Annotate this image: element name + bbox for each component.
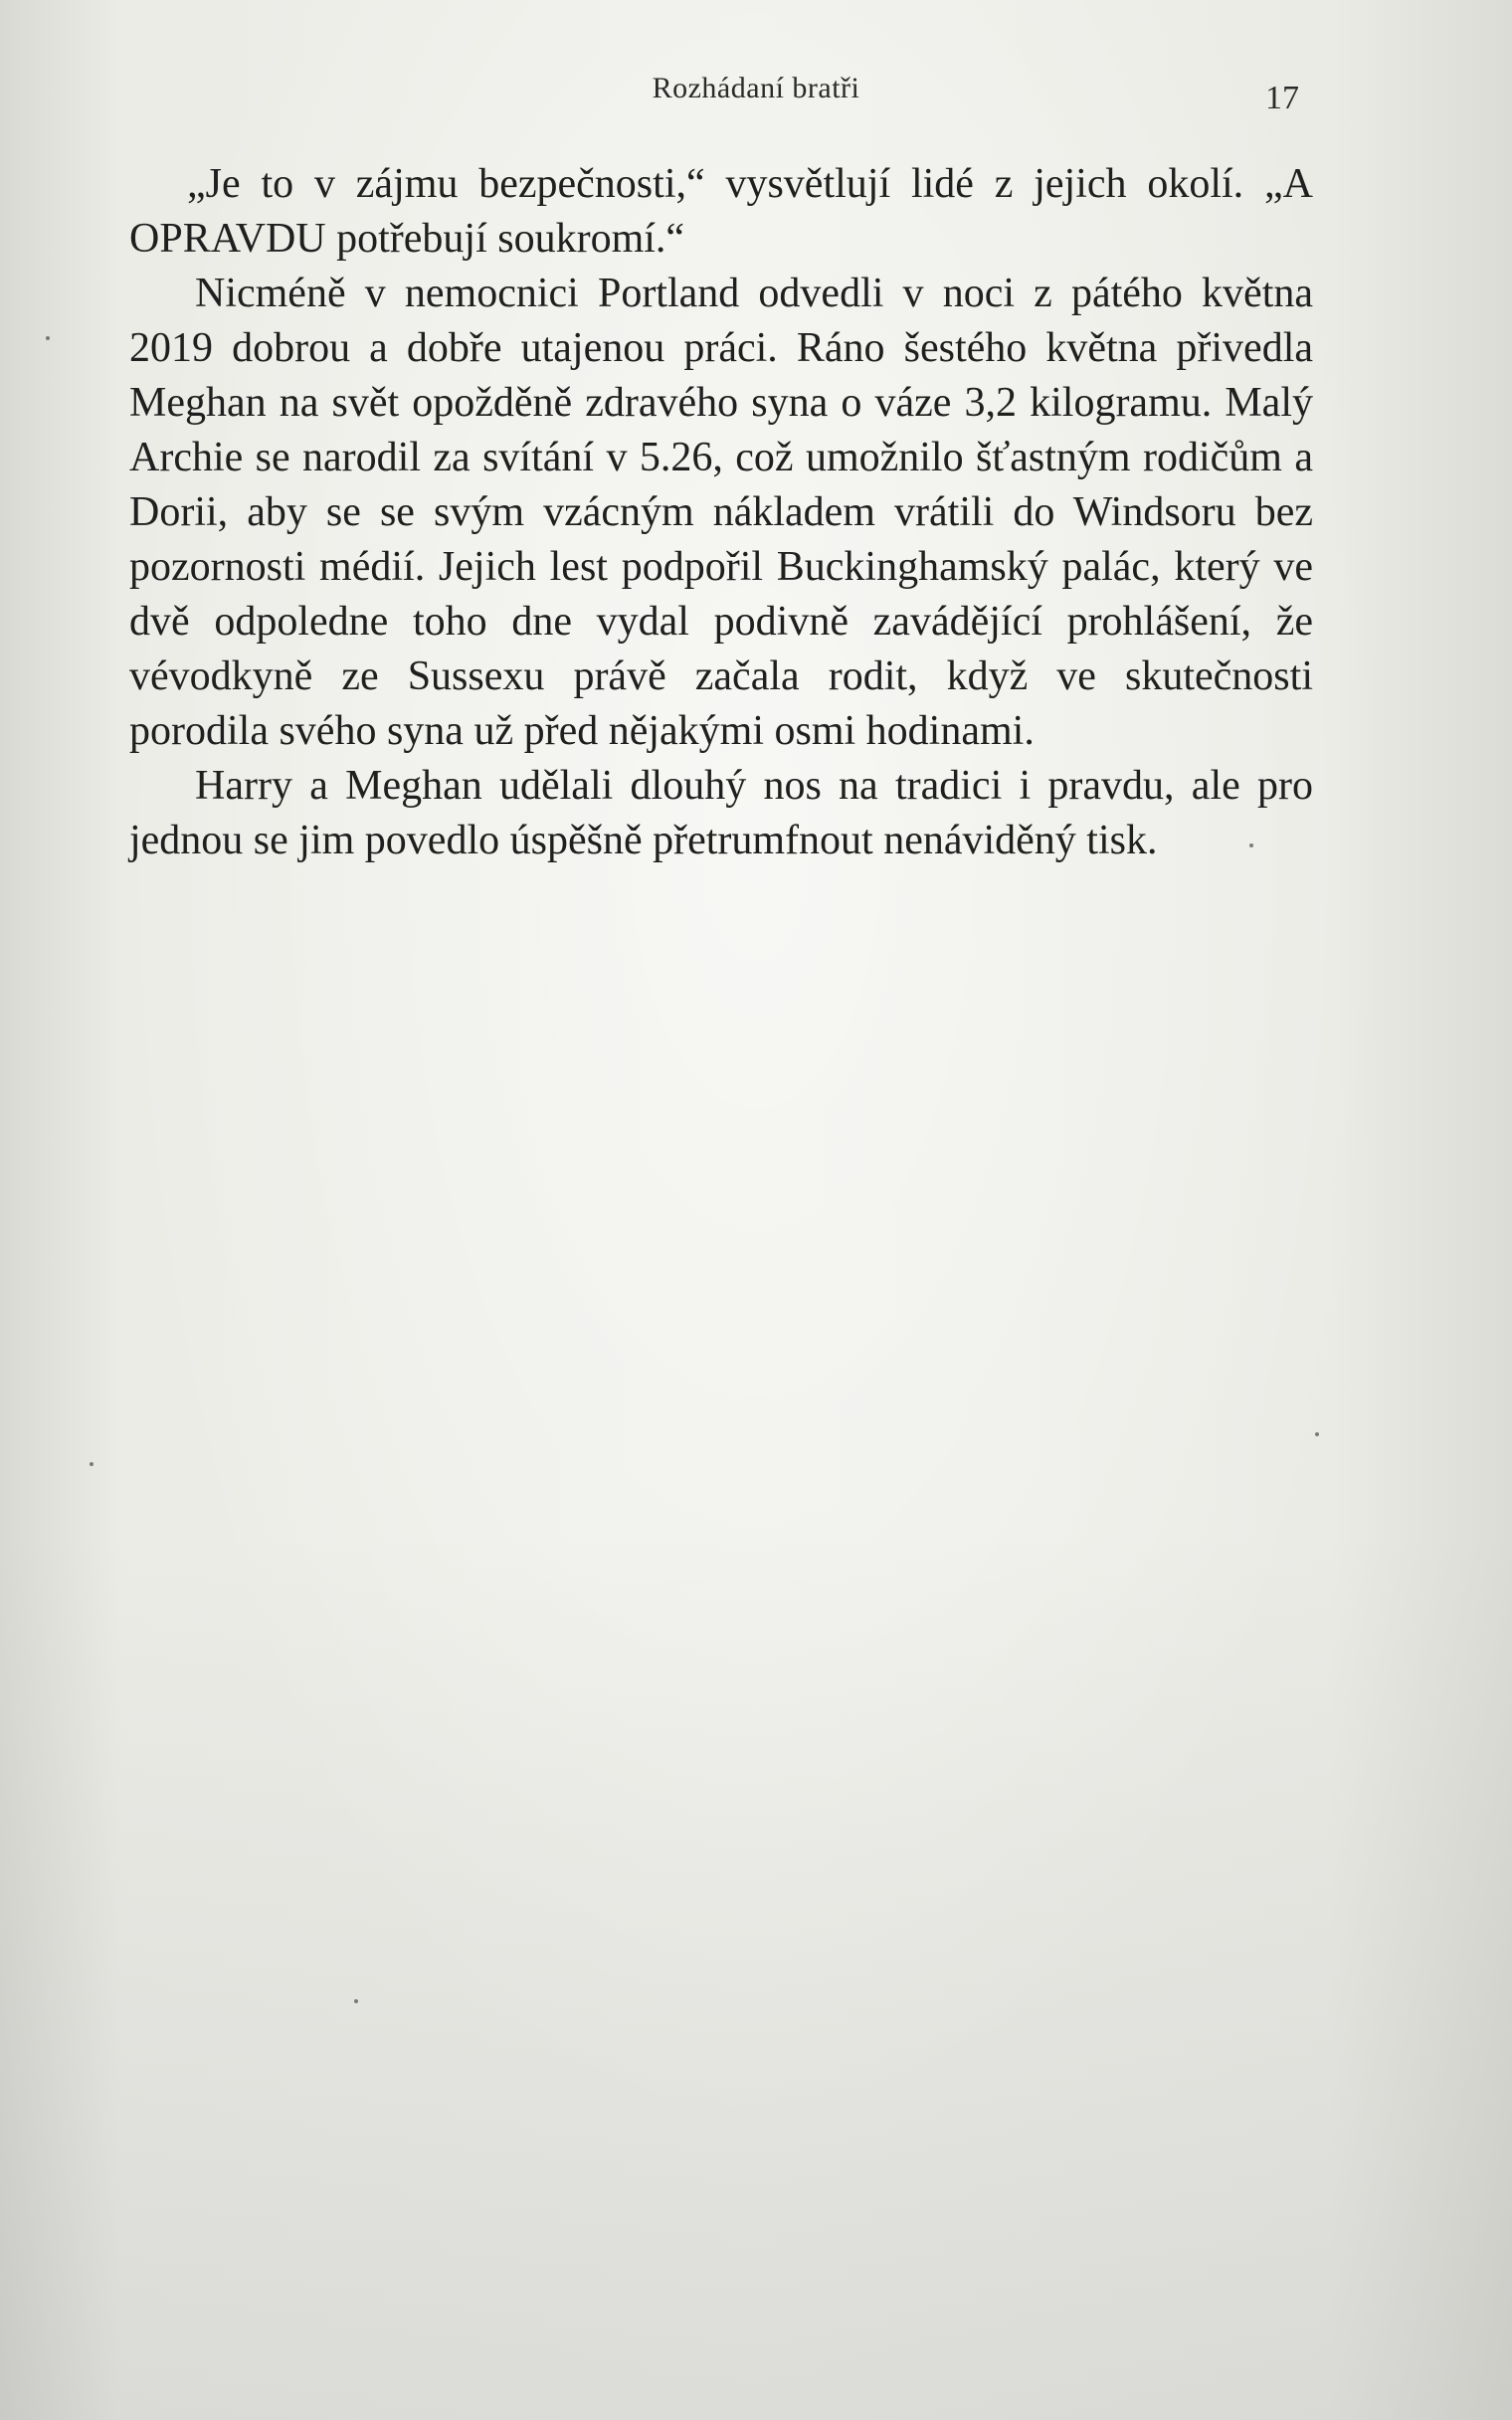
paper-speck xyxy=(90,1462,94,1466)
paper-speck xyxy=(354,1999,358,2003)
body-text xyxy=(129,157,1313,868)
paragraph-3: Harry a Meghan udělali dlouhý nos na tradici i pravdu, ale pro jednou se jim povedlo úspěšně přetrumfnout nenáviděný tisk. xyxy=(129,763,1313,863)
page-shadow xyxy=(0,1525,1512,2420)
paragraph-2: Nicméně v nemocnici Portland odvedli v noci z pátého května 2019 dobrou a dobře utajenou práci. Ráno šestého května přivedla Meghan na svět opožděně zdravého syna o váze 3,2 kilogramu. Malý Archie se narodil za svítání v 5.26, což umožnilo šťastným rodičům a Dorii, aby se se svým vzácným nákladem vrátili do Windsoru bez pozornosti médií. Jejich lest podpořil Buckinghamský palác, který ve dvě odpoledne toho dne vydal podivně zavádějící prohlášení, že vévodkyně ze Sussexu právě začala rodit, když ve skutečnosti porodila svého syna už před nějakými osmi hodinami. xyxy=(129,271,1313,754)
running-head: Rozhádaní bratři xyxy=(652,72,860,104)
paper-speck xyxy=(46,336,50,340)
paper-speck xyxy=(1249,843,1253,847)
paper-speck xyxy=(1315,1432,1319,1436)
page-number: 17 xyxy=(1265,80,1299,116)
paragraph-1: „Je to v zájmu bezpečnosti,“ vysvětlují lidé z jejich okolí. „A OPRAVDU potřebují soukromí.“ xyxy=(129,161,1313,262)
